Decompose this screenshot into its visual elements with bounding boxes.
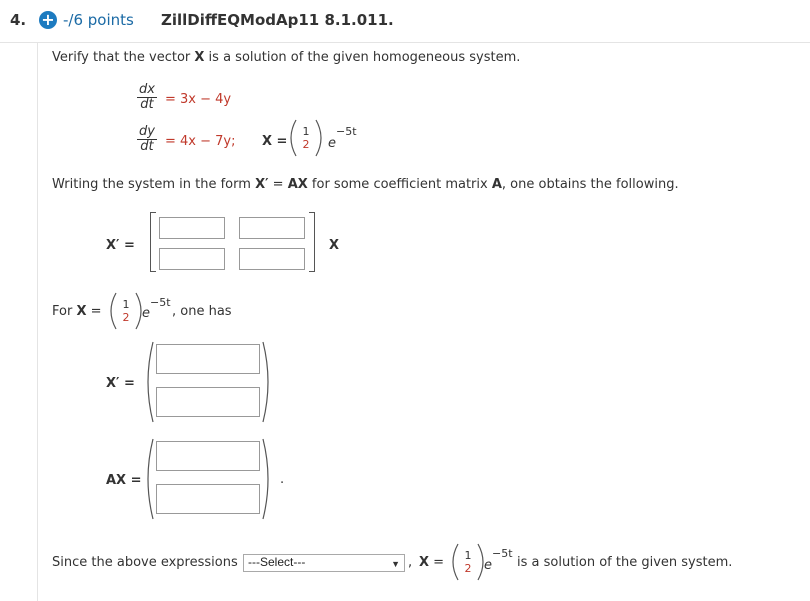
matrix-lhs-label: X′ =	[106, 238, 135, 253]
for-exp-base: e	[142, 306, 150, 321]
question-id: ZillDiffEQModAp11 8.1.011.	[161, 11, 394, 29]
matrix-rhs-var: X	[329, 238, 340, 253]
writing-text: Writing the system in the form X′ = AX for some coefficient matrix A, one obtains the following.	[52, 177, 679, 192]
eq2-fraction: $\frac{dy}{dt}$	[139, 124, 155, 154]
xprime-lhs-label: X′ =	[106, 376, 135, 391]
instruction-text: Verify that the vector X is a solution of the given homogeneous system.	[52, 50, 521, 65]
given-vector-label: X =	[262, 134, 288, 149]
for-label: For X =	[52, 304, 102, 319]
conclusion-suffix: is a solution of the given system.	[517, 555, 733, 570]
for-suffix: , one has	[172, 304, 232, 319]
matrix-a21-input[interactable]	[159, 248, 225, 270]
question-number: 4.	[10, 11, 27, 29]
chevron-down-icon: ▼	[391, 559, 400, 569]
instruction-var: X	[194, 50, 205, 65]
given-exp-base: e	[328, 136, 336, 151]
ax-bottom-input[interactable]	[156, 484, 260, 514]
for-exp-power: −5t	[150, 296, 171, 309]
conclusion-vector-entries: 1 2	[464, 549, 472, 575]
conclusion-select-value: ---Select---	[248, 555, 306, 569]
matrix-a11-input[interactable]	[159, 217, 225, 239]
eq2-rhs: = 4x − 7y;	[165, 134, 236, 149]
conclusion-var-label: X =	[419, 555, 445, 570]
ax-trailing-period: .	[280, 472, 285, 487]
xprime-top-input[interactable]	[156, 344, 260, 374]
matrix-a22-input[interactable]	[239, 248, 305, 270]
ax-top-input[interactable]	[156, 441, 260, 471]
conclusion-select[interactable]	[243, 554, 405, 572]
conclusion-exp-base: e	[484, 558, 492, 573]
matrix-left-bracket	[150, 212, 156, 272]
matrix-a12-input[interactable]	[239, 217, 305, 239]
eq1-fraction: $\frac{dx}{dt}$	[139, 82, 155, 112]
given-vector-entries: 1 2	[302, 125, 310, 151]
for-vector-entries: 1 2	[122, 298, 130, 324]
left-divider	[37, 42, 38, 601]
conclusion-comma: ,	[408, 555, 413, 570]
eq1-rhs: = 3x − 4y	[165, 92, 232, 107]
points-link[interactable]: -/6 points	[63, 11, 134, 29]
xprime-bottom-input[interactable]	[156, 387, 260, 417]
conclusion-prefix: Since the above expressions	[52, 555, 238, 570]
expand-plus-icon[interactable]: +	[39, 11, 57, 29]
given-exp-power: −5t	[336, 125, 357, 138]
conclusion-exp-power: −5t	[492, 547, 513, 560]
matrix-right-bracket	[309, 212, 315, 272]
ax-lhs-label: AX =	[106, 473, 142, 488]
